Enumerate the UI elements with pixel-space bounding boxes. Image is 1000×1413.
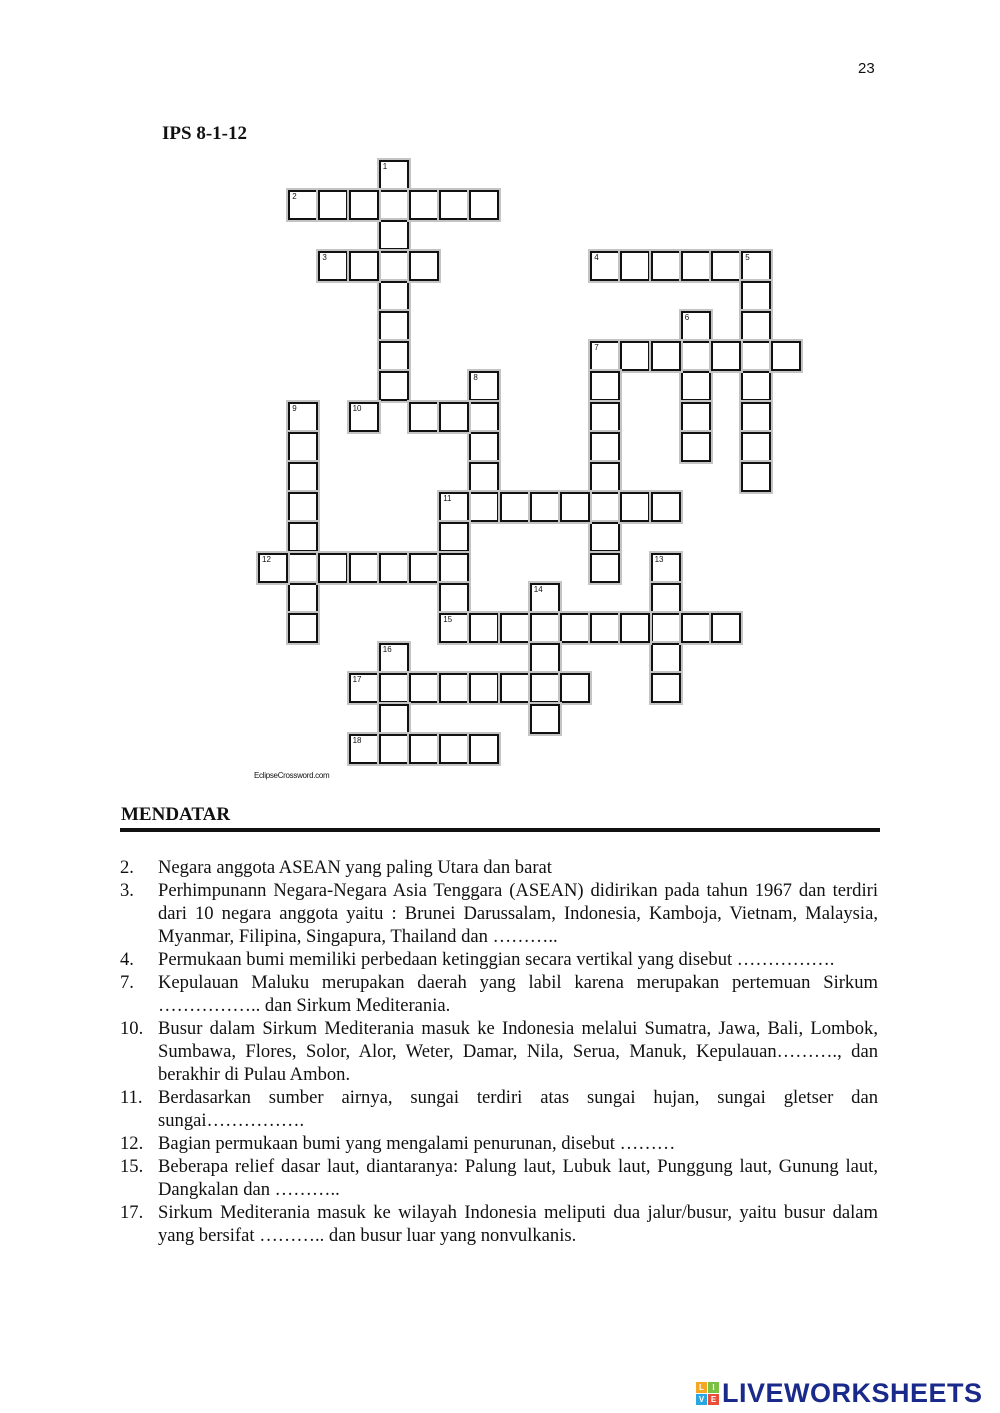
crossword-cell[interactable] xyxy=(741,341,771,371)
document-code: IPS 8-1-12 xyxy=(162,123,247,144)
crossword-cell[interactable] xyxy=(530,583,560,613)
clue-number: 15. xyxy=(120,1156,144,1177)
crossword-cell[interactable] xyxy=(379,311,409,341)
crossword-cell[interactable] xyxy=(530,492,560,522)
clue-item xyxy=(120,1132,878,1155)
crossword-cell[interactable] xyxy=(500,492,530,522)
crossword-cell[interactable] xyxy=(590,492,620,522)
crossword-cell[interactable] xyxy=(439,583,469,613)
cell-number: 5 xyxy=(745,252,750,262)
crossword-cell[interactable] xyxy=(349,553,379,583)
crossword-cell[interactable] xyxy=(469,734,499,764)
crossword-cell[interactable] xyxy=(771,341,801,371)
crossword-cell[interactable] xyxy=(349,190,379,220)
cell-number: 9 xyxy=(292,403,297,413)
clue-number: 4. xyxy=(120,949,134,970)
crossword-cell[interactable] xyxy=(439,522,469,552)
crossword-cell[interactable] xyxy=(409,553,439,583)
crossword-cell[interactable] xyxy=(651,341,681,371)
crossword-cell[interactable] xyxy=(711,251,741,281)
crossword-cell[interactable] xyxy=(681,341,711,371)
crossword-cell[interactable] xyxy=(349,734,379,764)
crossword-cell[interactable] xyxy=(288,583,318,613)
crossword-cell[interactable] xyxy=(409,402,439,432)
crossword-cell[interactable] xyxy=(409,673,439,703)
crossword-cell[interactable] xyxy=(620,613,650,643)
crossword-cell[interactable] xyxy=(439,553,469,583)
brand-logo-tile: L xyxy=(696,1382,707,1393)
crossword-cell[interactable] xyxy=(288,522,318,552)
crossword-cell[interactable] xyxy=(379,734,409,764)
crossword-cell[interactable] xyxy=(500,613,530,643)
crossword-cell[interactable] xyxy=(288,432,318,462)
clue-item xyxy=(120,879,878,948)
brand-logo-tile: V xyxy=(696,1394,707,1405)
cell-number: 2 xyxy=(292,192,297,202)
crossword-cell[interactable] xyxy=(681,251,711,281)
crossword-cell[interactable] xyxy=(379,160,409,190)
crossword-cell[interactable] xyxy=(439,673,469,703)
crossword-cell[interactable] xyxy=(379,371,409,401)
crossword-cell[interactable] xyxy=(379,281,409,311)
crossword-cell[interactable] xyxy=(379,251,409,281)
crossword-cell[interactable] xyxy=(379,704,409,734)
crossword-cell[interactable] xyxy=(349,402,379,432)
crossword-cell[interactable] xyxy=(469,402,499,432)
source-credit: EclipseCrossword.com xyxy=(254,771,330,780)
crossword-cell[interactable] xyxy=(741,251,771,281)
crossword-cell[interactable] xyxy=(288,190,318,220)
brand-logo-tile: I xyxy=(708,1382,719,1393)
crossword-cell[interactable] xyxy=(651,492,681,522)
clue-number: 2. xyxy=(120,857,134,878)
crossword-cell[interactable] xyxy=(379,553,409,583)
crossword-cell[interactable] xyxy=(500,673,530,703)
clue-text: Bagian permukaan bumi yang mengalami penurunan, disebut ……… xyxy=(158,1133,676,1154)
cell-number: 11 xyxy=(443,494,452,504)
clue-text: Beberapa relief dasar laut, diantaranya: Palung laut, Lubuk laut, Punggung laut, Gunung laut, Dangkalan dan ……….. xyxy=(158,1156,878,1200)
crossword-cell[interactable] xyxy=(651,613,681,643)
crossword-cell[interactable] xyxy=(711,613,741,643)
clue-number: 3. xyxy=(120,880,134,901)
crossword-cell[interactable] xyxy=(469,462,499,492)
crossword-cell[interactable] xyxy=(741,432,771,462)
crossword-cell[interactable] xyxy=(469,492,499,522)
clue-text: Berdasarkan sumber airnya, sungai terdiri atas sungai hujan, sungai gletser dan sungai……………. xyxy=(158,1087,878,1131)
clue-item xyxy=(120,1155,878,1201)
page-number: 23 xyxy=(858,60,875,77)
crossword-cell[interactable] xyxy=(741,462,771,492)
crossword-cell[interactable] xyxy=(590,432,620,462)
cell-number: 17 xyxy=(352,675,362,685)
cell-number: 12 xyxy=(262,554,271,564)
crossword-cell[interactable] xyxy=(288,462,318,492)
cell-number: 4 xyxy=(594,252,599,262)
crossword-cell[interactable] xyxy=(681,432,711,462)
crossword-cell[interactable] xyxy=(379,190,409,220)
crossword-cell[interactable] xyxy=(469,613,499,643)
crossword-cell[interactable] xyxy=(590,402,620,432)
clue-item xyxy=(120,1017,878,1086)
crossword-cell[interactable] xyxy=(288,402,318,432)
cell-number: 3 xyxy=(322,252,327,262)
cell-number: 15 xyxy=(443,615,453,624)
crossword-cell[interactable] xyxy=(318,190,348,220)
crossword-cell[interactable] xyxy=(590,371,620,401)
crossword-cell[interactable] xyxy=(741,311,771,341)
crossword-cell[interactable] xyxy=(469,432,499,462)
crossword-cell[interactable] xyxy=(530,673,560,703)
clue-number: 17. xyxy=(120,1202,144,1223)
crossword-cell[interactable] xyxy=(590,522,620,552)
crossword-cell[interactable] xyxy=(318,251,348,281)
crossword-cell[interactable] xyxy=(620,492,650,522)
crossword-cell[interactable] xyxy=(681,613,711,643)
clue-number: 11. xyxy=(120,1087,143,1108)
crossword-cell[interactable] xyxy=(439,613,469,643)
crossword-cell[interactable] xyxy=(409,251,439,281)
clue-number: 10. xyxy=(120,1018,144,1039)
crossword-cell[interactable] xyxy=(439,190,469,220)
brand-text: LIVEWORKSHEETS xyxy=(722,1378,983,1408)
crossword-cell[interactable] xyxy=(409,734,439,764)
clue-text: Sirkum Mediterania masuk ke wilayah Indonesia meliputi dua jalur/busur, yaitu busur dalam yang bersifat ……….. dan busur luar yang nonvulkanis. xyxy=(158,1202,878,1246)
crossword-cell[interactable] xyxy=(288,613,318,643)
clue-item xyxy=(120,856,878,879)
clue-text: Permukaan bumi memiliki perbedaan ketinggian secara vertikal yang disebut ……………. xyxy=(158,949,835,970)
cell-number: 14 xyxy=(533,584,543,594)
crossword-cell[interactable] xyxy=(379,673,409,703)
crossword-cell[interactable] xyxy=(439,492,469,522)
cell-number: 7 xyxy=(594,343,599,353)
crossword-cell[interactable] xyxy=(530,613,560,643)
crossword-cell[interactable] xyxy=(530,704,560,734)
clue-item xyxy=(120,1201,878,1247)
cell-number: 18 xyxy=(352,735,362,745)
crossword-cell[interactable] xyxy=(620,251,650,281)
brand-logo-tile: E xyxy=(708,1394,719,1405)
crossword-cell[interactable] xyxy=(469,673,499,703)
crossword-cell[interactable] xyxy=(409,190,439,220)
crossword-cell[interactable] xyxy=(379,220,409,250)
crossword-cell[interactable] xyxy=(681,311,711,341)
crossword-cell[interactable] xyxy=(288,492,318,522)
crossword-cell[interactable] xyxy=(469,190,499,220)
crossword-cell[interactable] xyxy=(620,341,650,371)
crossword-cell[interactable] xyxy=(379,643,409,673)
cell-number: 13 xyxy=(654,554,664,564)
clue-number: 7. xyxy=(120,972,134,993)
crossword-cell[interactable] xyxy=(379,341,409,371)
crossword-cell[interactable] xyxy=(651,251,681,281)
cell-number: 10 xyxy=(352,403,362,413)
crossword-cell[interactable] xyxy=(741,402,771,432)
crossword-cell[interactable] xyxy=(590,553,620,583)
crossword-cell[interactable] xyxy=(681,402,711,432)
clue-item xyxy=(120,948,878,971)
clue-item xyxy=(120,1086,878,1132)
crossword-cell[interactable] xyxy=(681,371,711,401)
crossword-cell[interactable] xyxy=(560,492,590,522)
crossword-cell[interactable] xyxy=(439,734,469,764)
brand-logo-icon xyxy=(696,1382,719,1405)
clue-text: Kepulauan Maluku merupakan daerah yang labil karena merupakan pertemuan Sirkum …………….. dan Sirkum Mediterania. xyxy=(158,972,878,1016)
crossword-cell[interactable] xyxy=(439,402,469,432)
crossword-cell[interactable] xyxy=(651,673,681,703)
heading-rule xyxy=(120,828,880,832)
clue-text: Busur dalam Sirkum Mediterania masuk ke Indonesia melalui Sumatra, Jawa, Bali, Lombok, Sumbawa, Flores, Solor, Alor, Weter, Damar, Nila, Serua, Manuk, Kepulauan………., dan berakhir di Pulau Ambon. xyxy=(158,1018,878,1085)
crossword-cell[interactable] xyxy=(741,281,771,311)
clue-text: Negara anggota ASEAN yang paling Utara dan barat xyxy=(158,857,552,878)
clue-text: Perhimpunann Negara-Negara Asia Tenggara (ASEAN) didirikan pada tahun 1967 dan terdiri dari 10 negara anggota yaitu : Brunei Darussalam, Indonesia, Kamboja, Vietnam, Malaysia, Myanmar, Filipina, Singapura, Thailand dan ……….. xyxy=(158,880,878,947)
crossword-cell[interactable] xyxy=(349,673,379,703)
clue-item xyxy=(120,971,878,1017)
clue-list xyxy=(120,856,878,1247)
crossword-cell[interactable] xyxy=(258,553,288,583)
brand-watermark xyxy=(696,1378,983,1409)
crossword-cell[interactable] xyxy=(288,553,318,583)
cell-number: 16 xyxy=(382,645,392,655)
crossword-cell[interactable] xyxy=(318,553,348,583)
crossword-cell[interactable] xyxy=(590,462,620,492)
cell-number: 8 xyxy=(473,373,478,383)
crossword-cell[interactable] xyxy=(711,341,741,371)
section-heading: MENDATAR xyxy=(121,804,231,825)
clue-number: 12. xyxy=(120,1133,144,1154)
crossword-cell[interactable] xyxy=(741,371,771,401)
crossword-cell[interactable] xyxy=(560,673,590,703)
crossword-cell[interactable] xyxy=(651,553,681,583)
cell-number: 6 xyxy=(684,313,690,322)
crossword-cell[interactable] xyxy=(560,613,590,643)
crossword-cell[interactable] xyxy=(469,371,499,401)
crossword-cell[interactable] xyxy=(590,613,620,643)
crossword-cell[interactable] xyxy=(651,583,681,613)
crossword-cell[interactable] xyxy=(530,643,560,673)
crossword-cell[interactable] xyxy=(349,251,379,281)
crossword-cell[interactable] xyxy=(651,643,681,673)
cell-number: 1 xyxy=(382,162,388,171)
crossword-cell[interactable] xyxy=(590,251,620,281)
crossword-cell[interactable] xyxy=(590,341,620,371)
